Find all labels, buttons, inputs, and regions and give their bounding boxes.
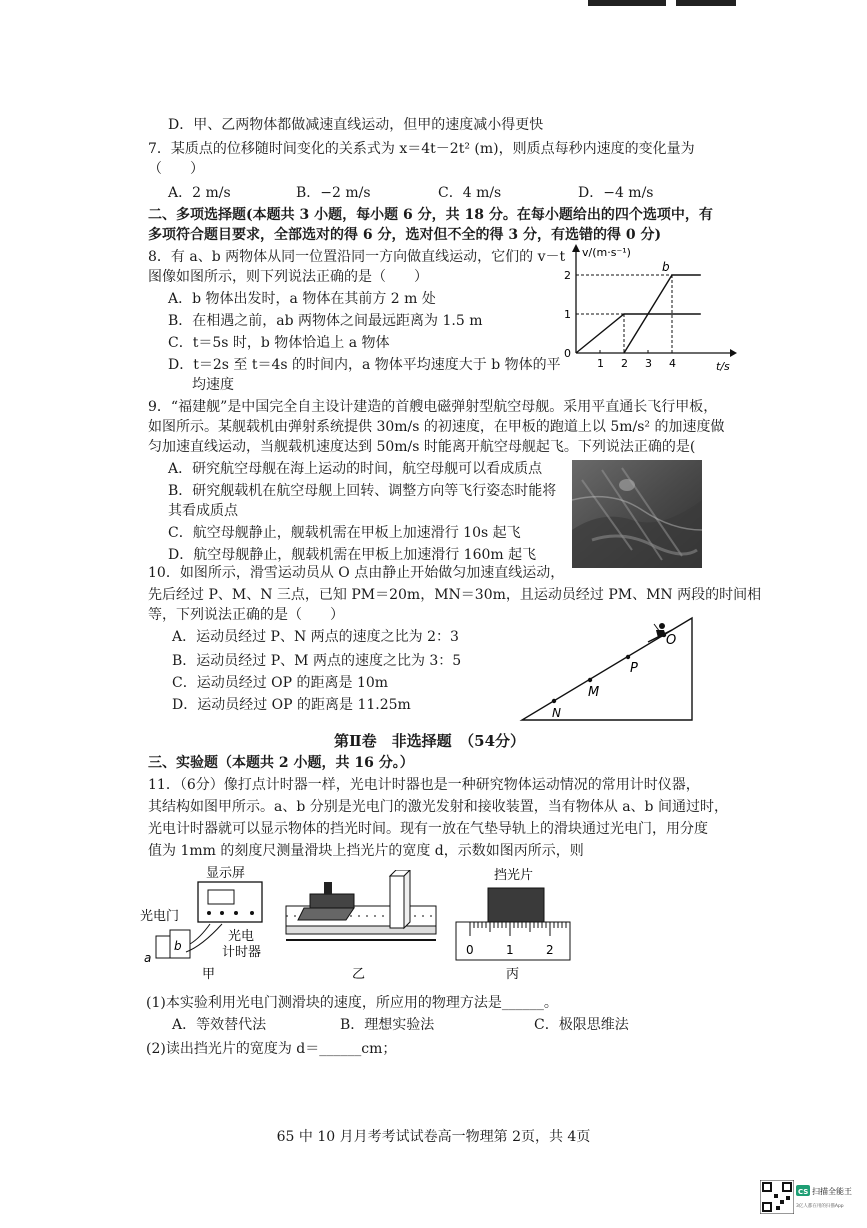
q11-part1-option-a: A．等效替代法	[172, 1017, 267, 1033]
q9-stem-cont2: 匀加速直线运动，当舰载机速度达到 50m/s 时能离开航空母舰起飞。下列说法正确的是(	[148, 439, 696, 455]
x-tick-label-4: 4	[669, 357, 676, 370]
label-n: N	[552, 706, 561, 720]
slider-block	[310, 894, 354, 908]
scanner-watermark	[796, 1183, 854, 1213]
point-p	[626, 655, 630, 659]
q9-option-a: A．研究航空母舰在海上运动的时间，航空母舰可以看成质点	[168, 461, 543, 477]
series-b-label: b	[662, 260, 670, 274]
q11-stem: 11．（6分）像打点计时器一样，光电计时器也是一种研究物体运动情况的常用计时仪器，	[148, 777, 700, 793]
q9-stem: 9．“福建舰”是中国完全自主设计建造的首艘电磁弹射型航空母舰。采用平直通长飞行甲板，	[148, 399, 718, 415]
q9-option-d: D．航空母舰静止，舰载机需在甲板上加速滑行 160m 起飞	[168, 547, 537, 563]
scan-mark	[588, 0, 666, 6]
q7-option-a: A．2 m/s	[168, 185, 231, 201]
screen-label: 显示屏	[206, 866, 246, 881]
q10-option-a: A．运动员经过 P、N 两点的速度之比为 2：3	[172, 629, 459, 645]
origin-label: 0	[564, 347, 571, 360]
q11-part2: (2)读出挡光片的宽度为 d＝______cm；	[146, 1041, 397, 1057]
vt-chart	[552, 240, 737, 378]
svg-text:扫描全能王: 扫描全能王	[812, 1187, 852, 1196]
q7-option-c: C．4 m/s	[438, 185, 502, 201]
q9-stem-cont: 如图所示。某舰载机由弹射系统提供 30m/s 的初速度，在甲板的跑道上以 5m/s² 的加速度做	[148, 419, 725, 435]
photogate-post	[390, 876, 404, 928]
figure-bing-caption: 丙	[506, 967, 520, 982]
point-m	[588, 678, 592, 682]
q8-option-d-cont: 均速度	[192, 377, 234, 393]
q9-option-b: B．研究舰载机在航空母舰上回转、调整方向等飞行姿态时能将	[168, 483, 557, 499]
y-tick-label-2: 2	[564, 269, 571, 282]
section-3-heading: 三、实验题（本题共 2 小题，共 16 分。）	[148, 755, 414, 771]
q7-bracket: （ ）	[148, 161, 204, 177]
x-tick-label-3: 3	[645, 357, 652, 370]
q7-option-b: B．−2 m/s	[296, 185, 371, 201]
qr-code	[760, 1180, 794, 1214]
q10-stem-cont: 先后经过 P、M、N 三点，已知 PM＝20m，MN＝30m，且运动员经过 PM、MN 两段的时间相	[148, 587, 762, 603]
q11-part1-option-c: C．极限思维法	[534, 1017, 629, 1033]
shutter-plate	[488, 888, 544, 922]
q9-option-c: C．航空母舰静止，舰载机需在甲板上加速滑行 10s 起飞	[168, 525, 521, 541]
q7-option-d: D．−4 m/s	[578, 185, 654, 201]
ruler-label-2: 2	[546, 943, 554, 957]
shutter-plate	[324, 882, 332, 894]
a-label: a	[144, 951, 152, 965]
svg-text:CS: CS	[798, 1188, 809, 1196]
section-2-heading: 二、多项选择题(本题共 3 小题，每小题 6 分，共 18 分。在每小题给出的四个选项中，有	[148, 207, 713, 223]
gate-label: 光电门	[140, 909, 180, 924]
figure-yi-caption: 乙	[352, 967, 366, 982]
figure-jia-caption: 甲	[202, 967, 216, 982]
q6-option-d: D．甲、乙两物体都做减速直线运动，但甲的速度减小得更快	[168, 117, 544, 133]
q11-stem-cont3: 值为 1mm 的刻度尺测量滑块上挡光片的宽度 d，示数如图丙所示，则	[148, 843, 584, 859]
label-p: P	[630, 661, 638, 676]
section-2-heading-cont: 多项符合题目要求，全部选对的得 6 分，选对但不全的得 3 分，有选错的得 0 分)	[148, 227, 662, 243]
y-axis-arrow	[572, 244, 580, 252]
q11-part1-option-b: B．理想实验法	[340, 1017, 435, 1033]
ruler-figure	[454, 866, 574, 982]
timer-label-2: 计时器	[222, 945, 262, 960]
q9-option-b-cont: 其看成质点	[168, 503, 238, 519]
label-o: O	[666, 633, 677, 648]
q8-option-d: D．t＝2s 至 t＝4s 的时间内，a 物体平均速度大于 b 物体的平	[168, 357, 561, 373]
ruler-label-0: 0	[466, 943, 474, 957]
q11-part1: (1)本实验利用光电门测滑块的速度，所应用的物理方法是______。	[146, 995, 558, 1011]
q7-stem: 7．某质点的位移随时间变化的关系式为 x＝4t－2t² (m)，则质点每秒内速度的变化量为	[148, 141, 695, 157]
q10-stem: 10．如图所示，滑雪运动员从 O 点由静止开始做匀加速直线运动，	[148, 565, 565, 581]
page-footer: 65 中 10 月月考考试试卷高一物理第 2页，共 4页	[276, 1129, 591, 1145]
part-2-heading: 第Ⅱ卷 非选择题 （54分）	[334, 732, 526, 750]
photogate-figure	[140, 864, 280, 982]
timer-label: 光电	[228, 929, 255, 944]
y-tick-label-1: 1	[564, 308, 571, 321]
b-label: b	[174, 939, 182, 953]
air-track-figure	[284, 870, 442, 982]
x-axis-label: t/s	[716, 360, 730, 373]
q8-option-b: B．在相遇之前，ab 两物体之间最远距离为 1.5 m	[168, 313, 483, 329]
x-tick-label-1: 1	[597, 357, 604, 370]
ruler-label-1: 1	[506, 943, 514, 957]
x-axis-arrow	[730, 349, 737, 357]
y-axis-label: v/(m·s⁻¹)	[582, 246, 631, 259]
q8-stem: 8．有 a、b 两物体从同一位置沿同一方向做直线运动，它们的 v－t	[148, 249, 566, 265]
q8-option-c: C．t＝5s 时，b 物体恰追上 a 物体	[168, 335, 390, 351]
q10-option-d: D．运动员经过 OP 的距离是 11.25m	[172, 697, 411, 713]
q8-option-a: A．b 物体出发时，a 物体在其前方 2 m 处	[168, 291, 436, 307]
ski-slope-figure	[516, 604, 702, 726]
series-line-a	[576, 314, 701, 353]
q10-option-b: B．运动员经过 P、M 两点的速度之比为 3：5	[172, 653, 462, 669]
q11-stem-cont: 其结构如图甲所示。a、b 分别是光电门的激光发射和接收装置，当有物体从 a、b 间通过时，	[148, 799, 728, 815]
scan-mark	[676, 0, 736, 6]
x-tick-label-2: 2	[621, 357, 628, 370]
point-n	[552, 699, 556, 703]
carrier-photo	[572, 460, 702, 568]
q10-option-c: C．运动员经过 OP 的距离是 10m	[172, 675, 389, 691]
q8-stem-cont: 图像如图所示，则下列说法正确的是（ ）	[148, 269, 428, 285]
shutter-title: 挡光片	[494, 868, 534, 883]
q10-stem-cont2: 等，下列说法正确的是（ ）	[148, 607, 344, 623]
label-m: M	[588, 685, 600, 700]
q11-stem-cont2: 光电计时器就可以显示物体的挡光时间。现有一放在气垫导轨上的滑块通过光电门，用分度	[148, 821, 708, 837]
svg-text:3亿人都在用的扫描App: 3亿人都在用的扫描App	[796, 1204, 844, 1209]
